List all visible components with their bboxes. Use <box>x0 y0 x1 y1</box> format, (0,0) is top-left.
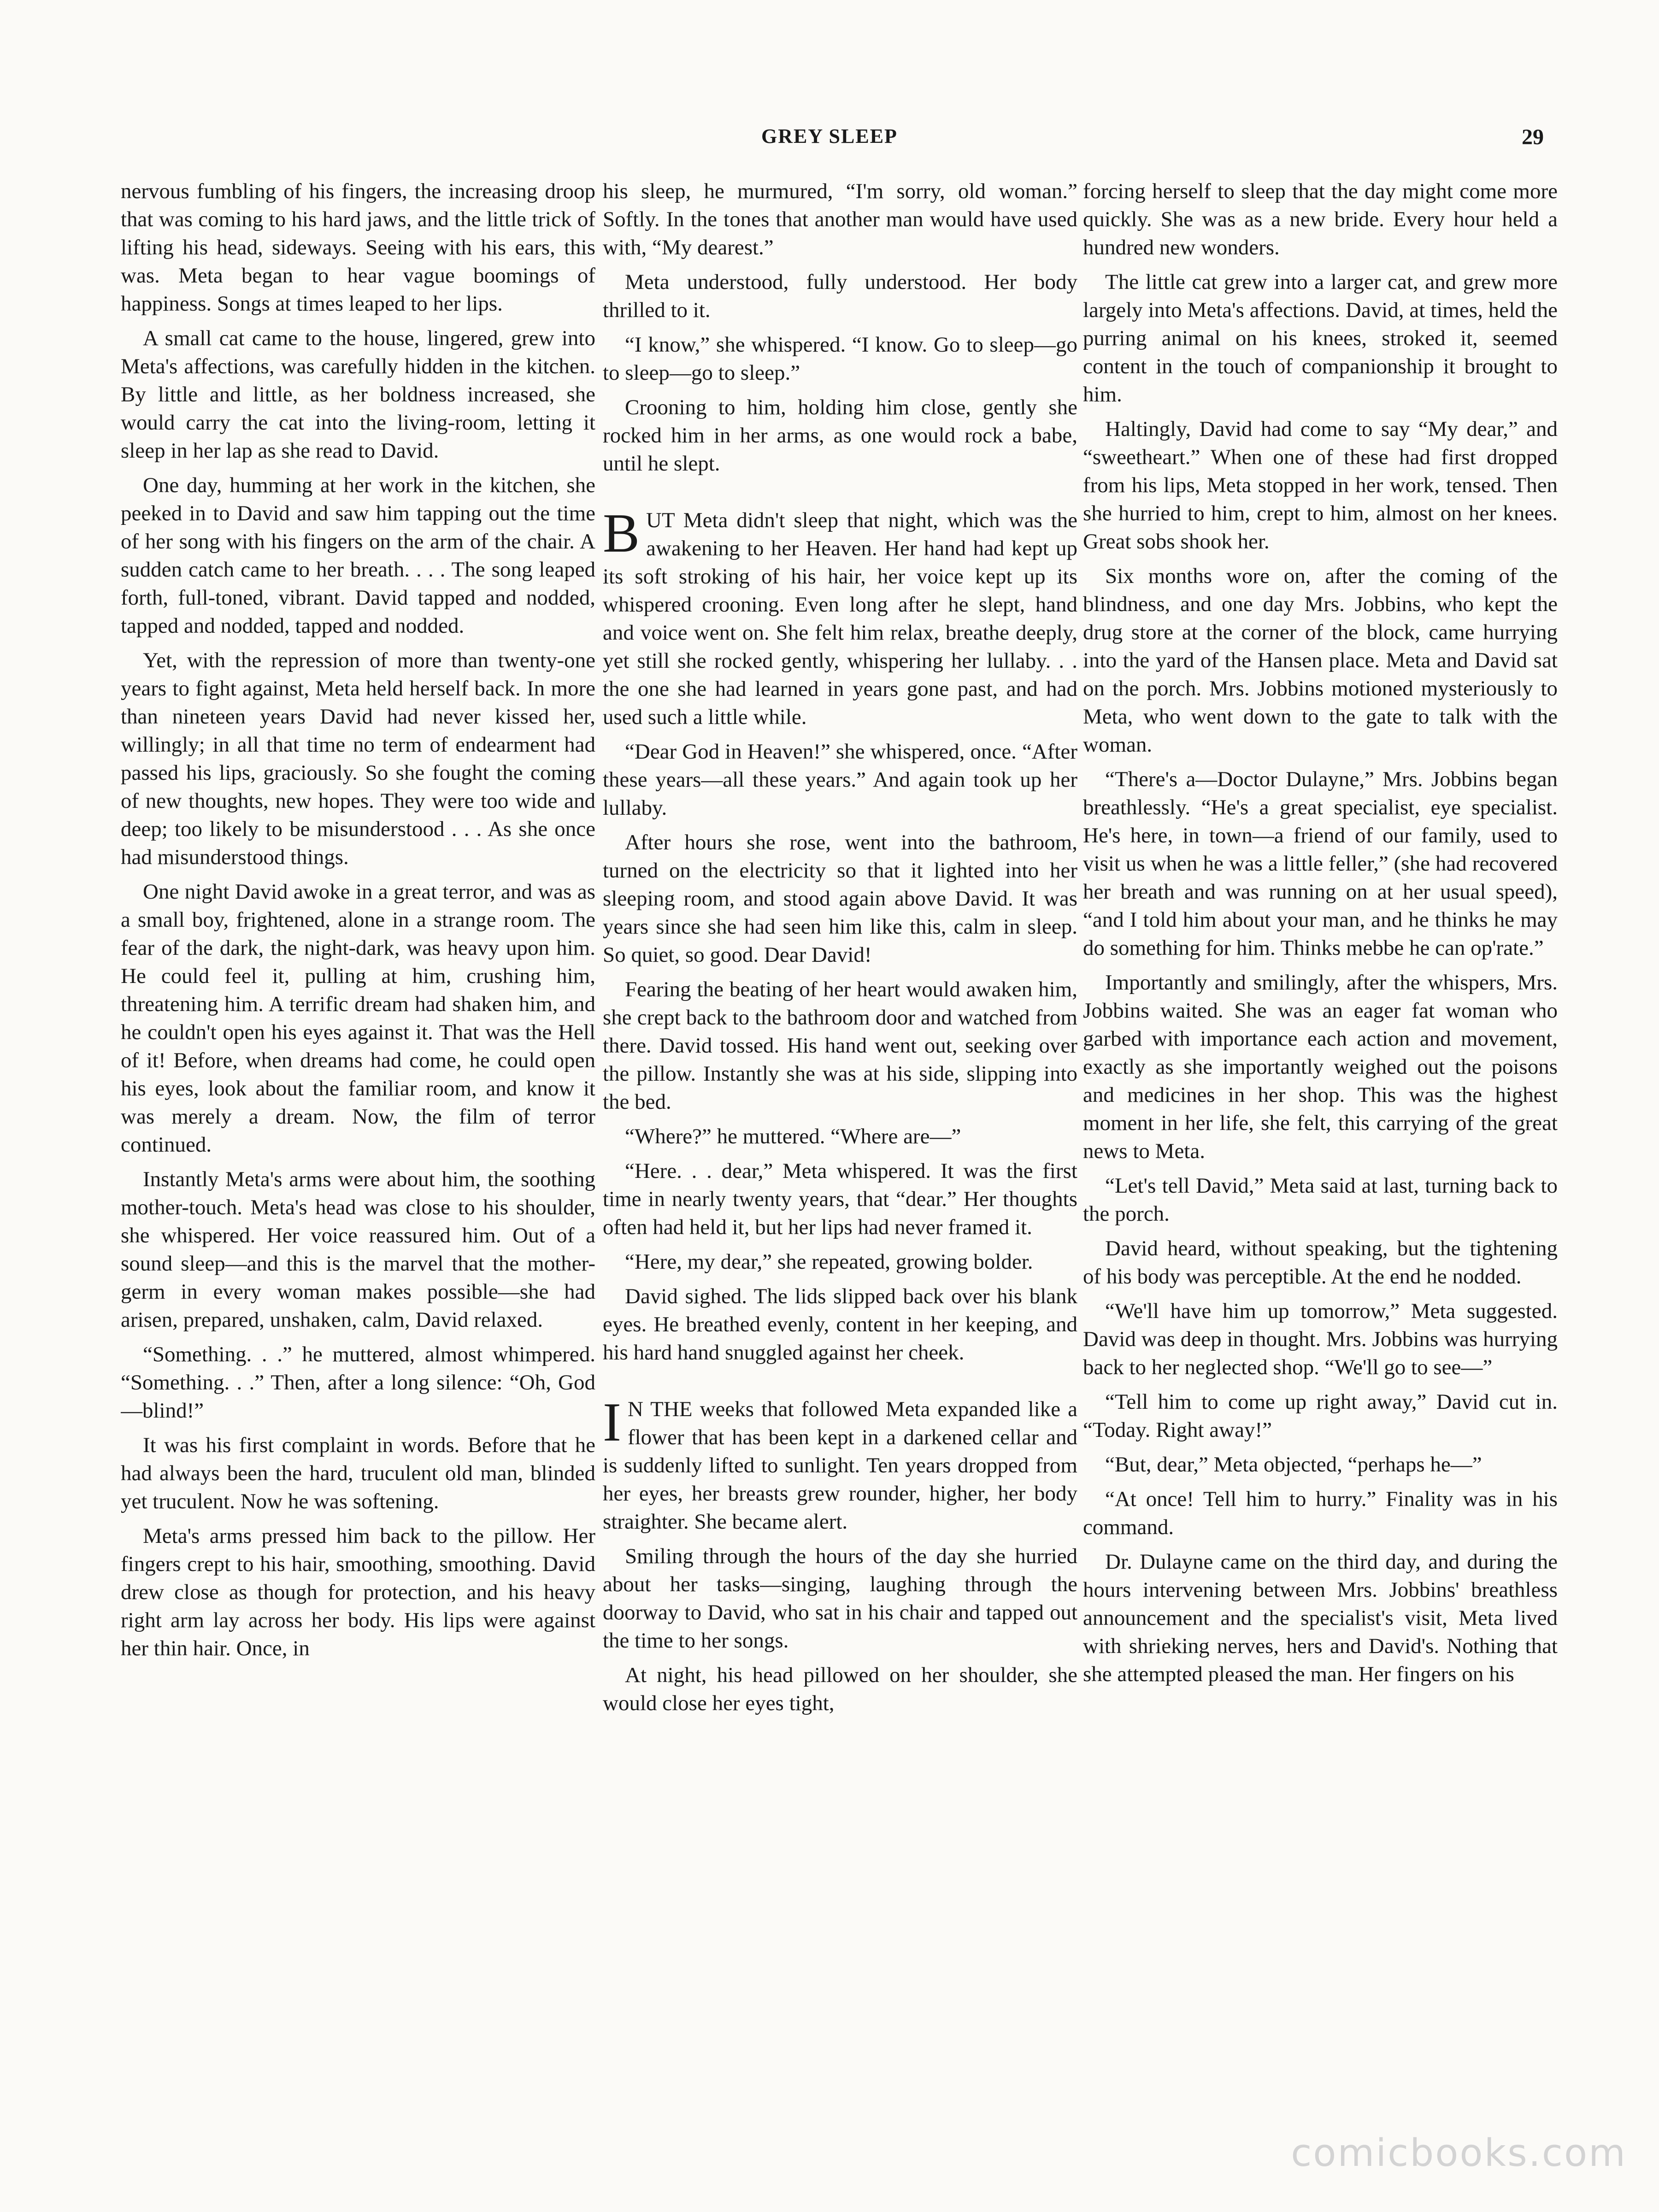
paragraph: One night David awoke in a great terror, and was as a small boy, frightened, alone in a strange room. The fear of the dark, the night-dark, was heavy upon him. He could feel it, pulling at him, crushing him, threatening him. A terrific dream had shaken him, and he couldn't open his eyes against it. That was the Hell of it! Before, when dreams had come, he could open his eyes, look about the familiar room, and know it was merely a dream. Now, the film of terror continued. <box>121 880 595 1157</box>
watermark: comicbooks.com <box>1291 2131 1627 2175</box>
paragraph: It was his first complaint in words. Before that he had always been the hard, truculent old man, blinded yet truculent. Now he was softening. <box>121 1433 595 1513</box>
paragraph: “We'll have him up tomorrow,” Meta suggested. David was deep in thought. Mrs. Jobbins was hurrying back to her neglected shop. “We'll go to see—” <box>1083 1299 1558 1379</box>
paragraph: David sighed. The lids slipped back over his blank eyes. He breathed evenly, content in her keeping, and his hard hand snuggled against her cheek. <box>603 1284 1077 1365</box>
paragraph: “Where?” he muttered. “Where are—” <box>625 1124 961 1148</box>
section-opening-paragraph <box>603 502 1077 731</box>
text-column-2 <box>603 177 1077 2085</box>
paragraph: “At once! Tell him to hurry.” Finality was in his command. <box>1083 1487 1558 1539</box>
paragraph: David heard, without speaking, but the tightening of his body was perceptible. At the end he nodded. <box>1083 1236 1558 1288</box>
paragraph: Smiling through the hours of the day she hurried about her tasks—singing, laughing through the doorway to David, who sat in his chair and tapped out the time to her songs. <box>603 1544 1077 1653</box>
text-column-3 <box>1083 177 1558 2085</box>
paragraph: his sleep, he murmured, “I'm sorry, old woman.” Softly. In the tones that another man would have used with, “My dearest.” <box>603 179 1077 259</box>
paragraph: “Something. . .” he muttered, almost whimpered. “Something. . .” Then, after a long silence: “Oh, God—blind!” <box>121 1342 595 1423</box>
paragraph: Importantly and smilingly, after the whispers, Mrs. Jobbins waited. She was an eager fat woman who garbed with importance each action and movement, exactly as she importantly weighed out the poisons and medicines in her shop. This was the highest moment in her life, she felt, this carrying of the great news to Meta. <box>1083 971 1558 1163</box>
paragraph: “Tell him to come up right away,” David cut in. “Today. Right away!” <box>1083 1390 1558 1442</box>
paragraph: Meta understood, fully understood. Her body thrilled to it. <box>603 270 1077 322</box>
text-column-1 <box>121 177 595 2085</box>
paragraph: Fearing the beating of her heart would awaken him, she crept back to the bathroom door and watched from there. David tossed. His hand went out, seeking over the pillow. Instantly she was at his side, slipping into the bed. <box>603 977 1077 1114</box>
paragraph: After hours she rose, went into the bathroom, turned on the electricity so that it lighted into her sleeping room, and stood again above David. It was years since she had seen him like this, calm in sleep. So quiet, so good. Dear David! <box>603 830 1077 967</box>
paragraph: Meta's arms pressed him back to the pillow. Her fingers crept to his hair, smoothing, smoothing. David drew close as though for protection, and his heavy right arm lay across her body. His lips were against her thin hair. Once, in <box>121 1524 595 1660</box>
paragraph: “But, dear,” Meta objected, “perhaps he—” <box>1105 1453 1482 1477</box>
paragraph: “There's a—Doctor Dulayne,” Mrs. Jobbins began breathlessly. “He's a great specialist, eye specialist. He's here, in town—a friend of our family, used to visit us when he was a little feller,” (she had recovered her breath and was running on at her usual speed), “and I told him about your man, and he thinks he may do something for him. Thinks mebbe he can op'rate.” <box>1083 767 1558 960</box>
paragraph-text: N THE weeks that followed Meta expanded like a flower that has been kept in a darkened cellar and is suddenly lifted to sunlight. Ten years dropped from her eyes, her breasts grew rounder, higher, her body straighter. She became alert. <box>603 1397 1077 1534</box>
paragraph: forcing herself to sleep that the day might come more quickly. She was as a new bride. Every hour held a hundred new wonders. <box>1083 179 1558 259</box>
paragraph: nervous fumbling of his fingers, the increasing droop that was coming to his hard jaws, and the little trick of lifting his head, sideways. Seeing with his ears, this was. Meta began to hear vague boomings of happiness. Songs at times leaped to her lips. <box>121 179 595 316</box>
paragraph: “Here, my dear,” she repeated, growing bolder. <box>625 1250 1033 1274</box>
paragraph: The little cat grew into a larger cat, and grew more largely into Meta's affections. David, at times, held the purring animal on his knees, stroked it, seemed content in the touch of companionship it brought to him. <box>1083 270 1558 406</box>
paragraph: Haltingly, David had come to say “My dear,” and “sweetheart.” When one of these had first dropped from his lips, Meta stopped in her work, tensed. Then she hurried to him, crept to him, almost on her knees. Great sobs shook her. <box>1083 417 1558 553</box>
paragraph: Crooning to him, holding him close, gently she rocked him in her arms, as one would rock a babe, until he slept. <box>603 395 1077 476</box>
paragraph: One day, humming at her work in the kitchen, she peeked in to David and saw him tapping out the time of her song with his fingers on the arm of the chair. A sudden catch came to her breath. . . . The song leaped forth, full-toned, vibrant. David tapped and nodded, tapped and nodded, tapped and nodded. <box>121 473 595 638</box>
paragraph: “Here. . . dear,” Meta whispered. It was the first time in nearly twenty years, that “dear.” Her thoughts often had held it, but her lips had never framed it. <box>603 1159 1077 1239</box>
paragraph: Instantly Meta's arms were about him, the soothing mother-touch. Meta's head was close to his shoulder, she whispered. Her voice reassured him. Out of a sound sleep—and this is the marvel that the mother-germ in every woman makes possible—she had arisen, prepared, unshaken, calm, David relaxed. <box>121 1167 595 1332</box>
section-opening-paragraph <box>603 1391 1077 1536</box>
paragraph: Yet, with the repression of more than twenty-one years to fight against, Meta held herself back. In more than nineteen years David had never kissed her, willingly; in all that time no term of endearment had passed his lips, graciously. So she fought the coming of new thoughts, new hopes. They were too wide and deep; too likely to be misunderstood . . . As she once had misunderstood things. <box>121 648 595 869</box>
paragraph: “Let's tell David,” Meta said at last, turning back to the porch. <box>1083 1174 1558 1226</box>
paragraph: “I know,” she whispered. “I know. Go to sleep—go to sleep—go to sleep.” <box>603 333 1077 385</box>
paragraph: Dr. Dulayne came on the third day, and during the hours intervening between Mrs. Jobbins' breathless announcement and the specialist's visit, Meta lived with shrieking nerves, hers and David's. Nothing that she attempted pleased the man. Her fingers on his <box>1083 1550 1558 1686</box>
running-head: GREY SLEEP <box>761 125 898 147</box>
paragraph: Six months wore on, after the coming of the blindness, and one day Mrs. Jobbins, who kept the drug store at the corner of the block, came hurrying into the yard of the Hansen place. Meta and David sat on the porch. Mrs. Jobbins motioned mysteriously to Meta, who went down to the gate to talk with the woman. <box>1083 564 1558 757</box>
paragraph: A small cat came to the house, lingered, grew into Meta's affections, was carefully hidden in the kitchen. By little and little, as her boldness increased, she would carry the cat into the living-room, letting it sleep in her lap as she read to David. <box>121 326 595 463</box>
drop-cap: B <box>603 502 640 564</box>
paragraph: “Dear God in Heaven!” she whispered, once. “After these years—all these years.” And again took up her lullaby. <box>603 740 1077 820</box>
drop-cap: I <box>603 1391 621 1453</box>
paragraph: At night, his head pillowed on her shoulder, she would close her eyes tight, <box>603 1663 1077 1715</box>
paragraph-text: UT Meta didn't sleep that night, which was the awakening to her Heaven. Her hand had kept up its soft stroking of his hair, her voice kept up its whispered crooning. Even long after he slept, hand and voice went on. She felt him relax, breathe deeply, yet still she rocked gently, whispering her lullaby. . . the one she had learned in years gone past, and had used such a little while. <box>603 508 1077 729</box>
page-number: 29 <box>1522 125 1544 149</box>
